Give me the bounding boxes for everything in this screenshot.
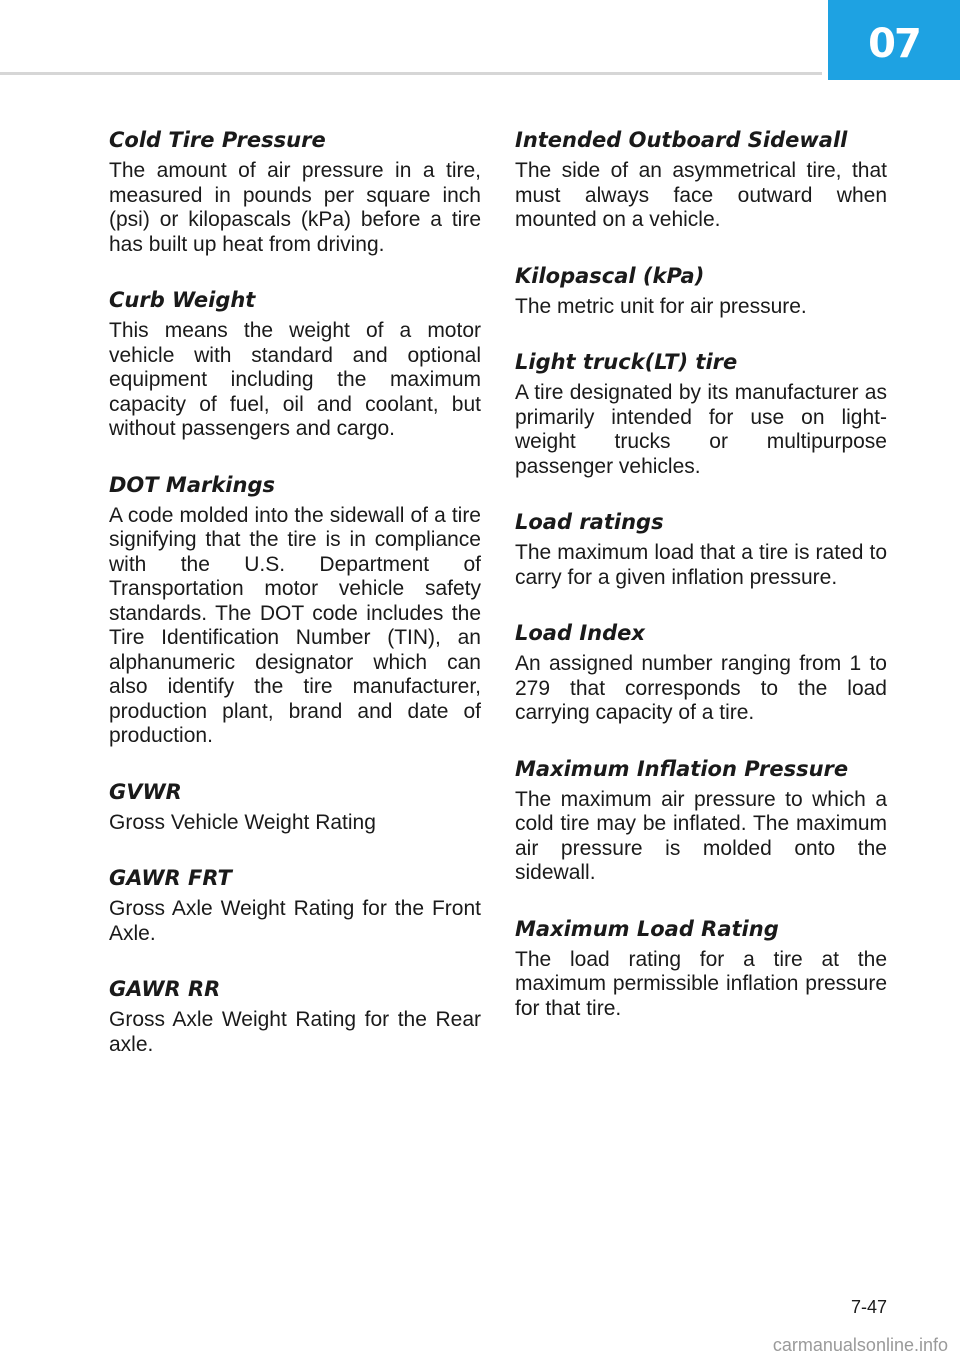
term-title: DOT Markings: [109, 472, 275, 497]
term-load-index: [515, 620, 887, 726]
term-cold-tire-pressure: [109, 127, 481, 257]
term-gawr-frt: [109, 865, 481, 946]
term-definition: Gross Vehicle Weight Rating: [109, 810, 376, 834]
term-title: Light truck(LT) tire: [515, 350, 738, 374]
term-definition: The metric unit for air pressure.: [515, 294, 807, 318]
watermark-link[interactable]: carmanualsonline.info: [772, 1335, 948, 1355]
term-intended-outboard-sidewall: [515, 127, 887, 233]
term-title: Maximum Load Rating: [515, 916, 779, 941]
term-dot-markings: [109, 472, 481, 749]
term-definition: The maximum air pressure to which a cold tire may be inflated. The maximum air pressure is molded onto the sidewall.: [515, 787, 887, 884]
term-maximum-inflation-pressure: [515, 756, 887, 886]
right-column: [515, 127, 887, 1051]
term-definition: Gross Axle Weight Rating for the Front Axle.: [109, 897, 481, 945]
term-title: GAWR RR: [109, 977, 221, 1001]
term-definition: The amount of air pressure in a tire, measured in pounds per square inch (psi) or kilopascals (kPa) before a tire has built up heat from driving.: [109, 159, 481, 256]
term-title: Kilopascal (kPa): [515, 263, 705, 288]
term-title: GAWR FRT: [109, 866, 232, 890]
term-load-ratings: [515, 509, 887, 590]
term-curb-weight: [109, 287, 481, 442]
left-column: [109, 127, 481, 1087]
page-number: 7-47: [850, 1297, 887, 1317]
term-definition: The maximum load that a tire is rated to carry for a given inflation pressure.: [515, 541, 887, 589]
term-gawr-rr: [109, 976, 481, 1057]
term-title: Load ratings: [515, 510, 664, 534]
chapter-tab: [828, 0, 960, 80]
header-rule: [0, 72, 822, 75]
term-definition: The load rating for a tire at the maximum permissible inflation pressure for that tire.: [515, 947, 887, 1020]
term-kilopascal: [515, 263, 887, 320]
term-definition: The side of an asymmetrical tire, that must always face outward when mounted on a vehicle.: [515, 159, 887, 231]
term-light-truck-tire: [515, 349, 887, 479]
term-definition: Gross Axle Weight Rating for the Rear axle.: [109, 1008, 481, 1056]
chapter-number: 07: [868, 21, 920, 67]
term-maximum-load-rating: [515, 916, 887, 1022]
term-gvwr: [109, 779, 481, 836]
term-definition: A code molded into the sidewall of a tire signifying that the tire is in compliance with the U.S. Department of Transportation motor vehicle safety standards. The DOT code includes the Tire Identification Number (TIN), an alphanumeric designator which can also identify the tire manufacturer, production plant, brand and date of production.: [109, 503, 481, 747]
term-definition: An assigned number ranging from 1 to 279 that corresponds to the load carrying capacity of a tire.: [515, 652, 887, 724]
term-title: Curb Weight: [109, 288, 256, 312]
term-title: Load Index: [515, 621, 645, 645]
term-title: Maximum Inflation Pressure: [515, 756, 849, 781]
term-title: Intended Outboard Sidewall: [515, 128, 848, 152]
term-title: GVWR: [109, 779, 182, 804]
term-definition: A tire designated by its manufacturer as primarily intended for use on light-weight trucks or multipurpose passenger vehicles.: [515, 381, 887, 478]
term-definition: This means the weight of a motor vehicle with standard and optional equipment including the maximum capacity of fuel, oil and coolant, but without passengers and cargo.: [109, 319, 481, 440]
term-title: Cold Tire Pressure: [109, 128, 326, 152]
